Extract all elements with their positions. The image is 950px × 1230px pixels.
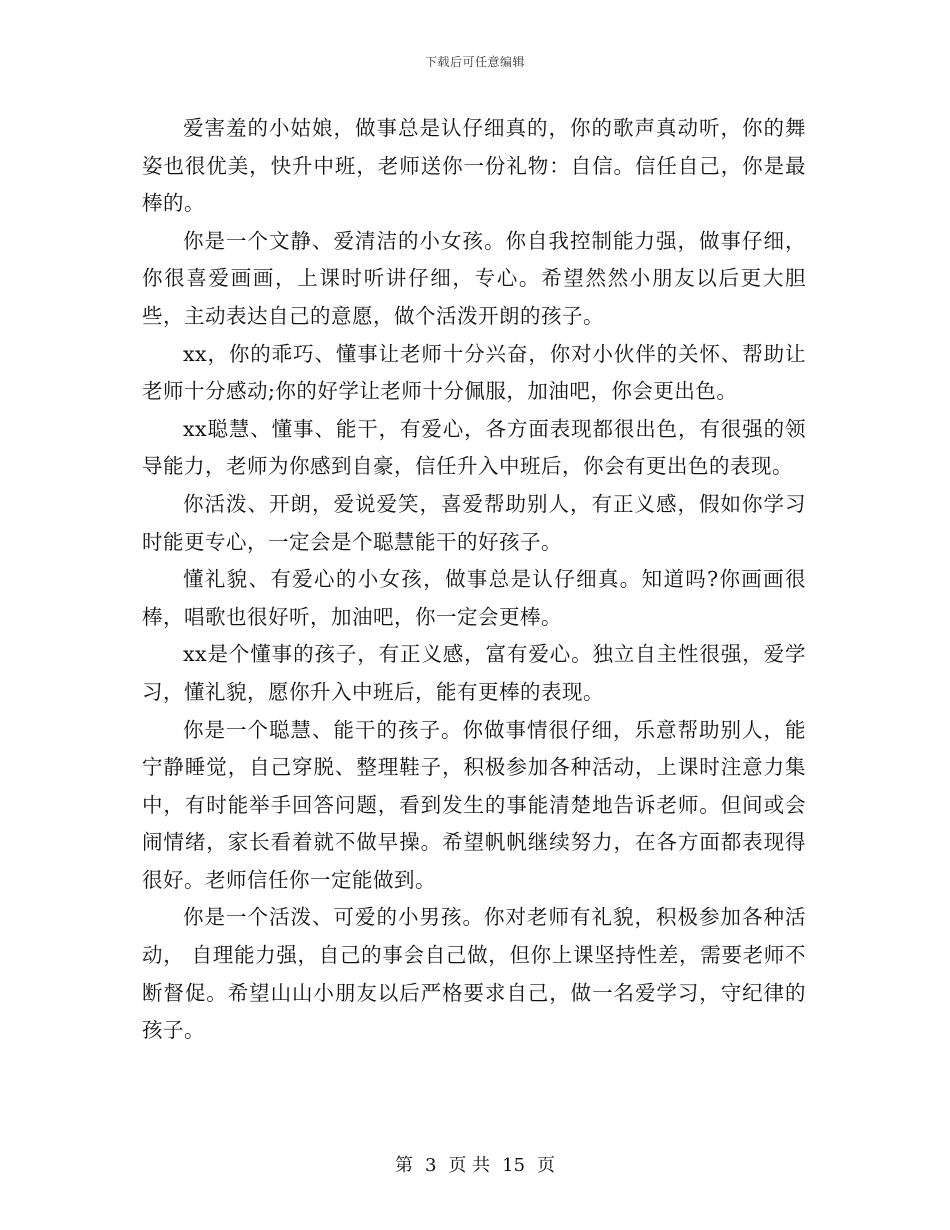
paragraph: 你活泼、开朗，爱说爱笑，喜爱帮助别人，有正义感，假如你学习时能更专心，一定会是个聪慧能干的好孩子。: [142, 491, 806, 554]
document-body: [142, 110, 806, 1050]
paragraph: xx聪慧、懂事、能干，有爱心，各方面表现都很出色，有很强的领导能力，老师为你感到自豪，信任升入中班后，你会有更出色的表现。: [142, 416, 806, 479]
paragraph: 懂礼貌、有爱心的小女孩，做事总是认仔细真。知道吗?你画画很棒，唱歌也很好听，加油吧，你一定会更棒。: [142, 567, 806, 629]
page-header: 下载后可任意编辑: [424, 55, 525, 69]
paragraph: 你是一个文静、爱清洁的小女孩。你自我控制能力强，做事仔细，你很喜爱画画，上课时听讲仔细，专心。希望然然小朋友以后更大胆些，主动表达自己的意愿，做个活泼开朗的孩子。: [142, 228, 806, 328]
footer-total-pages: 15: [502, 1155, 526, 1176]
paragraph: xx，你的乖巧、懂事让老师十分兴奋，你对小伙伴的关怀、帮助让老师十分感动;你的好学让老师十分佩服，加油吧，你会更出色。: [142, 341, 806, 404]
footer-suffix: 页: [537, 1155, 556, 1176]
paragraph: 爱害羞的小姑娘，做事总是认仔细真的，你的歌声真动听，你的舞姿也很优美，快升中班，老师送你一份礼物：自信。信任自己，你是最棒的。: [142, 116, 806, 216]
footer-middle: 页 共: [448, 1155, 491, 1176]
footer-page-number: 3: [424, 1155, 437, 1176]
page-footer: [0, 1155, 950, 1177]
paragraph: 你是一个活泼、可爱的小男孩。你对老师有礼貌，积极参加各种活动， 自理能力强，自己的事会自己做，但你上课坚持性差，需要老师不断督促。希望山山小朋友以后严格要求自己，做一名爱学习，守纪律的孩子。: [142, 905, 806, 1043]
paragraph: xx是个懂事的孩子，有正义感，富有爱心。独立自主性很强，爱学习，懂礼貌，愿你升入中班后，能有更棒的表现。: [142, 642, 806, 704]
footer-prefix: 第: [394, 1155, 413, 1176]
paragraph: 你是一个聪慧、能干的孩子。你做事情很仔细，乐意帮助别人，能宁静睡觉，自己穿脱、整理鞋子，积极参加各种活动，上课时注意力集中，有时能举手回答问题，看到发生的事能清楚地告诉老师。但间或会闹情绪，家长看着就不做早操。希望帆帆继续努力，在各方面都表现得很好。老师信任你一定能做到。: [142, 717, 806, 892]
